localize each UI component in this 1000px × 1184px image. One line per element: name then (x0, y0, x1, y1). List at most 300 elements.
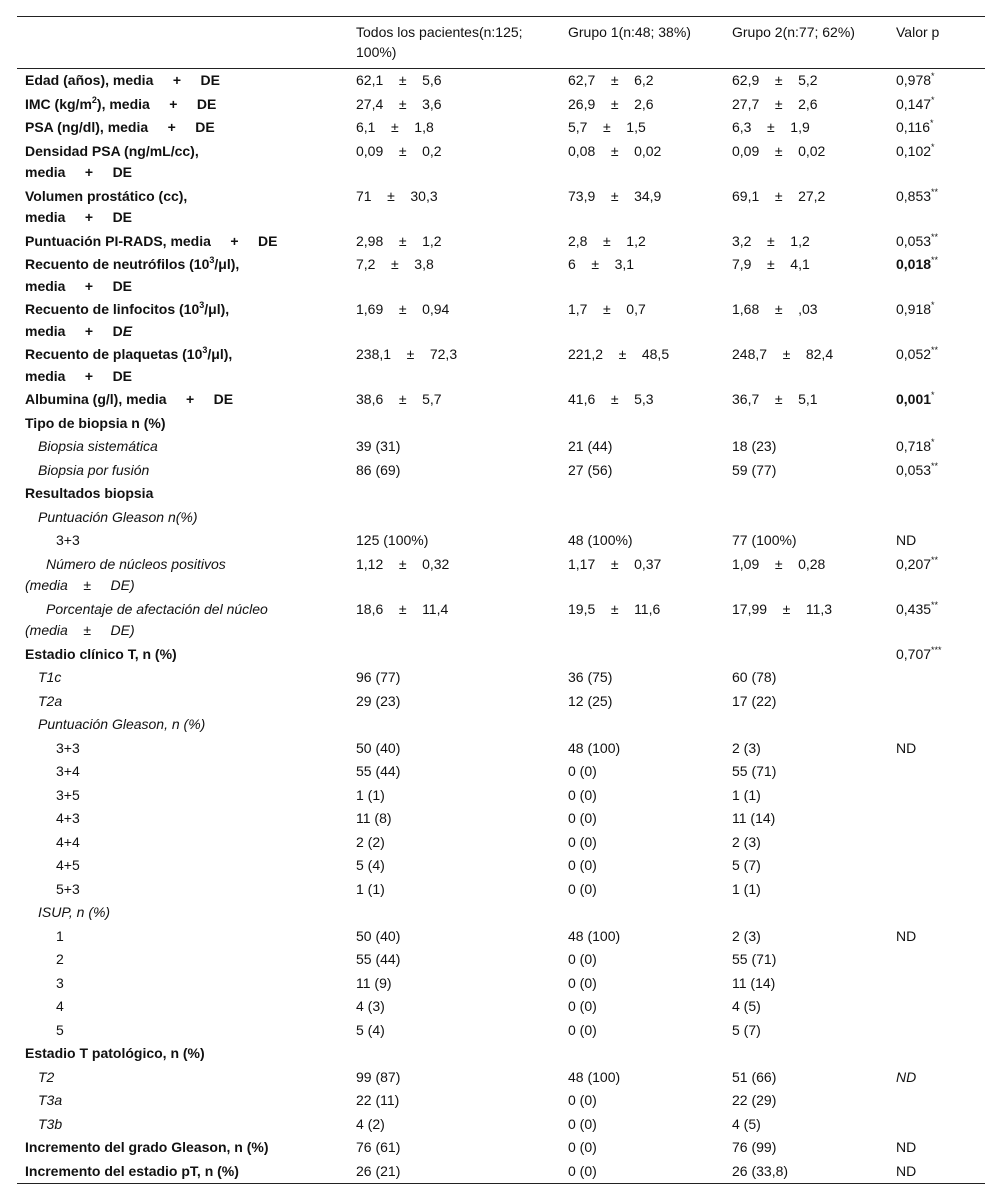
group-2-cell (724, 482, 888, 506)
p-value: 0,978 (896, 72, 932, 88)
label-text: 5 (56, 1021, 64, 1038)
all-patients-cell (348, 412, 560, 436)
table-row (17, 298, 985, 343)
label-text: ), media (96, 95, 150, 112)
row-label (17, 1019, 348, 1043)
group-2-cell (724, 831, 888, 855)
header-all-patients: Todos los pacientes(n:125; 100%) (356, 24, 523, 60)
sd-value: 5,7 (422, 391, 442, 407)
mean-value: 38,6 (356, 391, 384, 407)
table-row (17, 831, 985, 855)
group-1-cell (560, 253, 724, 298)
p-value-cell (888, 388, 985, 412)
label-text: PSA (ng/dl), media (25, 119, 149, 135)
mean-value: 41,6 (568, 391, 596, 407)
p-value-cell (888, 737, 985, 761)
p-value-footnote: ** (931, 345, 939, 355)
row-label (17, 878, 348, 902)
group-2-cell (724, 784, 888, 808)
p-value-cell (888, 553, 985, 598)
all-patients-cell (348, 643, 560, 667)
group-1-cell (560, 140, 724, 185)
plus-minus-sign: ± (767, 256, 775, 272)
group-1-cell (560, 435, 724, 459)
group-2-cell (724, 388, 888, 412)
label-text: T3a (38, 1092, 63, 1108)
sd-value: 4,1 (790, 256, 810, 272)
group-1-cell (560, 412, 724, 436)
all-patients-cell (348, 666, 560, 690)
count-value: 1 (1) (732, 880, 761, 897)
plus-minus-sign: ± (398, 142, 407, 159)
plus-sign: + (84, 209, 94, 225)
plus-minus-sign: ± (610, 600, 619, 617)
count-value: 55 (71) (732, 763, 777, 779)
mean-value: 0,09 (732, 142, 760, 159)
p-value-cell (888, 230, 985, 254)
plus-sign: + (172, 72, 181, 88)
sd-value: 0,02 (798, 142, 826, 159)
mean-value: 1,09 (732, 555, 760, 572)
mean-value: 36,7 (732, 391, 760, 407)
p-value: 0,718 (896, 438, 932, 454)
count-value: 0 (0) (568, 763, 597, 779)
sd-value: 1,2 (422, 232, 442, 249)
sd-value: 72,3 (429, 346, 458, 362)
label-superscript: 3 (202, 345, 208, 355)
count-value: 0 (0) (568, 1162, 597, 1179)
count-value: 55 (71) (732, 951, 777, 967)
mean-value: 1,69 (356, 301, 384, 317)
header-blank (17, 17, 348, 69)
label-text: media (25, 367, 66, 384)
p-value: 0,435 (896, 600, 932, 617)
count-value: 26 (21) (356, 1162, 401, 1179)
group-1-cell (560, 713, 724, 737)
table-row (17, 737, 985, 761)
plus-minus-sign: ± (603, 232, 611, 249)
count-value: 50 (40) (356, 927, 401, 944)
count-value: 2 (3) (732, 739, 761, 756)
count-value: 4 (3) (356, 998, 385, 1014)
group-2-cell (724, 737, 888, 761)
count-value: 36 (75) (568, 669, 613, 685)
table-row (17, 93, 985, 117)
group-2-cell (724, 972, 888, 996)
label-text: Incremento del estadio pT, n (%) (25, 1162, 239, 1179)
mean-value: 248,7 (732, 346, 768, 362)
count-value: 0 (0) (568, 1139, 597, 1155)
sd-value: 3,6 (422, 95, 442, 112)
row-label (17, 901, 348, 925)
mean-value: 238,1 (356, 346, 392, 362)
table-row (17, 230, 985, 254)
count-value: 59 (77) (732, 461, 777, 478)
table-row (17, 529, 985, 553)
sd-value: 0,28 (798, 555, 826, 572)
count-value: 2 (3) (732, 927, 761, 944)
plus-sign: + (169, 95, 178, 112)
sd-value: 48,5 (641, 346, 670, 362)
all-patients-cell (348, 1160, 560, 1184)
group-2-cell (724, 690, 888, 714)
plus-minus-sign: ± (398, 232, 407, 249)
p-value-cell (888, 854, 985, 878)
mean-value: 73,9 (568, 187, 596, 204)
table-row (17, 925, 985, 949)
all-patients-cell (348, 995, 560, 1019)
row-label (17, 553, 348, 598)
label-text: (media (25, 577, 68, 593)
group-1-cell (560, 737, 724, 761)
row-label (17, 995, 348, 1019)
count-value: 0 (0) (568, 833, 597, 850)
group-1-cell (560, 972, 724, 996)
plus-minus-sign: ± (610, 142, 619, 159)
all-patients-cell (348, 459, 560, 483)
table-header-row (17, 17, 985, 69)
group-1-cell (560, 388, 724, 412)
group-2-cell (724, 1136, 888, 1160)
group-1-cell (560, 901, 724, 925)
all-patients-cell (348, 1066, 560, 1090)
count-value: 0 (0) (568, 998, 597, 1014)
count-value: 76 (99) (732, 1139, 777, 1155)
row-label (17, 185, 348, 230)
count-value: 0 (0) (568, 974, 597, 991)
all-patients-cell (348, 529, 560, 553)
row-label (17, 435, 348, 459)
label-text: media (25, 277, 66, 294)
table-row (17, 807, 985, 831)
count-value: 0 (0) (568, 1021, 597, 1038)
plus-minus-sign: ± (398, 72, 407, 88)
table-row (17, 116, 985, 140)
p-value-cell (888, 878, 985, 902)
mean-value: 0,09 (356, 142, 384, 159)
p-value-cell (888, 1160, 985, 1184)
group-2-cell (724, 69, 888, 93)
plus-minus-sign: ± (591, 256, 600, 272)
count-value: 18 (23) (732, 438, 777, 454)
all-patients-cell (348, 713, 560, 737)
all-patients-cell (348, 140, 560, 185)
mean-value: 26,9 (568, 95, 596, 112)
p-value-footnote: *** (931, 644, 942, 655)
label-text: DE (200, 72, 220, 88)
count-value: 55 (44) (356, 763, 401, 779)
label-text: 4+5 (56, 857, 80, 873)
label-text: media (25, 164, 66, 180)
group-1-cell (560, 948, 724, 972)
row-label (17, 412, 348, 436)
row-label (17, 230, 348, 254)
all-patients-cell (348, 807, 560, 831)
group-1-cell (560, 807, 724, 831)
sd-value: 6,2 (634, 72, 654, 88)
all-patients-cell (348, 831, 560, 855)
count-value: 0 (0) (568, 857, 597, 873)
count-value: 22 (11) (356, 1092, 400, 1108)
label-text: /μl), (214, 256, 240, 272)
sd-value: 11,4 (422, 600, 449, 617)
plus-minus-sign: ± (774, 72, 783, 88)
group-1-cell (560, 1160, 724, 1184)
count-value: 11 (8) (356, 810, 392, 826)
label-superscript: 3 (199, 300, 205, 310)
row-label (17, 1113, 348, 1137)
count-value: 0 (0) (568, 786, 597, 803)
sd-value: 5,1 (798, 391, 818, 407)
group-2-cell (724, 1089, 888, 1113)
all-patients-cell (348, 435, 560, 459)
p-value-cell (888, 784, 985, 808)
plus-minus-sign: ± (398, 301, 407, 317)
group-1-cell (560, 995, 724, 1019)
group-2-cell (724, 298, 888, 343)
label-text: (media (25, 622, 68, 638)
all-patients-cell (348, 116, 560, 140)
mean-value: 221,2 (568, 346, 604, 362)
mean-value: 6,1 (356, 119, 376, 135)
table-body (17, 69, 985, 1184)
p-value: 0,052 (896, 346, 932, 362)
plus-minus-sign: ± (774, 555, 783, 572)
group-1-cell (560, 1089, 724, 1113)
p-value-cell (888, 925, 985, 949)
group-1-cell (560, 1066, 724, 1090)
label-text: DE) (110, 622, 135, 638)
count-value: 1 (1) (356, 786, 385, 803)
group-2-cell (724, 553, 888, 598)
all-patients-cell (348, 1089, 560, 1113)
count-value: 4 (5) (732, 1115, 761, 1132)
all-patients-cell (348, 230, 560, 254)
row-label (17, 666, 348, 690)
mean-value: 1,7 (568, 301, 588, 317)
label-text: 3 (56, 974, 64, 991)
row-label (17, 831, 348, 855)
p-value-cell (888, 1066, 985, 1090)
header-group-1: Grupo 1(n:48; 38%) (568, 24, 691, 40)
plus-minus-sign: ± (83, 622, 92, 638)
mean-value: 69,1 (732, 187, 760, 204)
sd-value: 1,9 (790, 119, 810, 135)
group-1-cell (560, 690, 724, 714)
mean-value: 62,9 (732, 72, 760, 88)
mean-value: 2,98 (356, 232, 384, 249)
table-row (17, 506, 985, 530)
mean-value: 19,5 (568, 600, 596, 617)
plus-minus-sign: ± (782, 600, 791, 617)
count-value: 50 (40) (356, 739, 401, 756)
all-patients-cell (348, 506, 560, 530)
sd-value: 1,8 (414, 119, 434, 135)
count-value: 0 (0) (568, 951, 597, 967)
sd-value: 1,2 (626, 232, 646, 249)
table-row (17, 760, 985, 784)
row-label (17, 643, 348, 667)
patient-characteristics-table (17, 16, 985, 1184)
all-patients-cell (348, 690, 560, 714)
p-value: 0,053 (896, 232, 932, 249)
label-text: Número de núcleos positivos (46, 555, 226, 572)
label-text: 4 (56, 998, 64, 1014)
group-2-cell (724, 901, 888, 925)
p-value: 0,102 (896, 142, 932, 159)
row-label (17, 1136, 348, 1160)
plus-sign: + (84, 322, 94, 339)
mean-value: 7,2 (356, 256, 376, 272)
count-value: 1 (1) (356, 880, 385, 897)
plus-minus-sign: ± (391, 119, 399, 135)
table-row (17, 435, 985, 459)
all-patients-cell (348, 925, 560, 949)
mean-value: 2,8 (568, 232, 588, 249)
label-text: DE (213, 391, 234, 407)
plus-minus-sign: ± (398, 555, 407, 572)
count-value: 29 (23) (356, 692, 401, 709)
sd-value: 27,2 (798, 187, 826, 204)
p-value: 0,018 (896, 256, 932, 272)
sd-value: 82,4 (805, 346, 834, 362)
group-2-cell (724, 643, 888, 667)
count-value: 22 (29) (732, 1092, 777, 1108)
p-value: ND (896, 927, 917, 944)
plus-sign: + (84, 277, 94, 294)
table-row (17, 878, 985, 902)
p-value-cell (888, 529, 985, 553)
group-2-cell (724, 1019, 888, 1043)
all-patients-cell (348, 553, 560, 598)
row-label (17, 807, 348, 831)
group-1-cell (560, 854, 724, 878)
count-value: 21 (44) (568, 438, 613, 454)
mean-value: 1,68 (732, 301, 760, 317)
mean-value: 1,17 (568, 555, 596, 572)
p-value-footnote: * (931, 390, 935, 400)
table-row (17, 1042, 985, 1066)
row-label (17, 343, 348, 388)
count-value: 48 (100%) (568, 532, 633, 548)
all-patients-cell (348, 784, 560, 808)
all-patients-cell (348, 482, 560, 506)
plus-sign: + (167, 119, 176, 135)
count-value: 5 (7) (732, 857, 761, 873)
p-value-cell (888, 185, 985, 230)
plus-minus-sign: ± (774, 142, 783, 159)
group-1-cell (560, 784, 724, 808)
row-label (17, 69, 348, 93)
plus-minus-sign: ± (767, 119, 775, 135)
all-patients-cell (348, 69, 560, 93)
count-value: 60 (78) (732, 669, 777, 685)
all-patients-cell (348, 298, 560, 343)
table-row (17, 643, 985, 667)
p-value-cell (888, 666, 985, 690)
plus-minus-sign: ± (398, 600, 407, 617)
row-label (17, 972, 348, 996)
count-value: 51 (66) (732, 1068, 777, 1085)
p-value-cell (888, 140, 985, 185)
p-value-cell (888, 1019, 985, 1043)
p-value-cell (888, 412, 985, 436)
row-label (17, 459, 348, 483)
group-2-cell (724, 230, 888, 254)
label-text: media (25, 209, 66, 225)
row-label (17, 1089, 348, 1113)
row-label (17, 93, 348, 117)
group-1-cell (560, 598, 724, 643)
mean-value: 0,08 (568, 142, 596, 159)
group-1-cell (560, 343, 724, 388)
plus-minus-sign: ± (83, 577, 92, 593)
label-text: Resultados biopsia (25, 485, 154, 501)
group-2-cell (724, 598, 888, 643)
p-value-footnote: ** (931, 231, 939, 242)
plus-minus-sign: ± (767, 232, 775, 249)
label-text: DE (112, 367, 133, 384)
label-text: Volumen prostático (cc), (25, 187, 188, 204)
group-2-cell (724, 93, 888, 117)
p-value-footnote: * (931, 437, 935, 447)
p-value-cell (888, 435, 985, 459)
p-value: 0,707 (896, 645, 932, 662)
sd-value: 2,6 (634, 95, 654, 112)
all-patients-cell (348, 598, 560, 643)
label-text: T1c (38, 669, 62, 685)
all-patients-cell (348, 93, 560, 117)
p-value-footnote: * (931, 71, 935, 81)
p-value-cell (888, 972, 985, 996)
group-1-cell (560, 666, 724, 690)
all-patients-cell (348, 1136, 560, 1160)
label-text: Biopsia sistemática (38, 438, 158, 454)
group-2-cell (724, 343, 888, 388)
label-text: DE (112, 164, 133, 180)
all-patients-cell (348, 1042, 560, 1066)
plus-minus-sign: ± (391, 256, 399, 272)
table-row (17, 482, 985, 506)
count-value: 76 (61) (356, 1139, 401, 1155)
all-patients-cell (348, 737, 560, 761)
label-text: 1 (56, 927, 64, 944)
p-value-cell (888, 598, 985, 643)
p-value-cell (888, 1042, 985, 1066)
label-text: DE (112, 209, 133, 225)
mean-value: 1,12 (356, 555, 384, 572)
count-value: 48 (100) (568, 1068, 621, 1085)
group-1-cell (560, 529, 724, 553)
count-value: 39 (31) (356, 438, 401, 454)
table-row (17, 666, 985, 690)
table-row (17, 388, 985, 412)
sd-value: 11,3 (805, 600, 833, 617)
sd-value: 0,02 (634, 142, 662, 159)
table-row (17, 1019, 985, 1043)
count-value: 17 (22) (732, 692, 777, 709)
row-label (17, 1160, 348, 1184)
p-value-footnote: * (931, 94, 935, 105)
table-row (17, 1089, 985, 1113)
group-2-cell (724, 995, 888, 1019)
p-value-cell (888, 343, 985, 388)
all-patients-cell (348, 760, 560, 784)
label-text: /μl), (207, 346, 233, 362)
table-row (17, 948, 985, 972)
group-2-cell (724, 459, 888, 483)
sd-value: 30,3 (410, 187, 438, 204)
